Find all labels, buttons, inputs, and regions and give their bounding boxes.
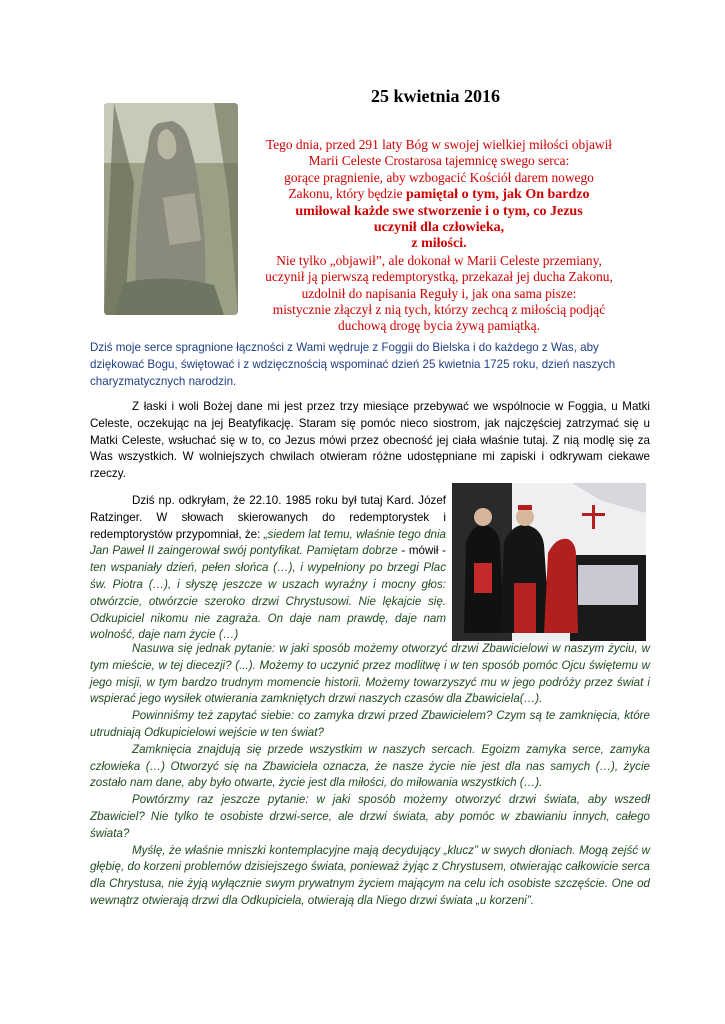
intro-line: z miłości. <box>411 236 467 252</box>
body-paragraph-2 <box>90 493 446 644</box>
paragraph2-lead: Dziś np. odkryłam, że 22.10. 1985 roku był tutaj Kard. Józef Ratzinger. W słowach skierowanych do redemptorystek i redemptorystów przypomniał, że: <box>90 494 446 541</box>
intro-line: gorące pragnienie, aby wzbogacić Kościół darem nowego <box>284 169 594 185</box>
quote-paragraph: Powinniśmy też zapytać siebie: co zamyka drzwi przed Zbawicielem? Czym są te zamknięcia, które utrudniają Odkupicielowi wejście w ten świat? <box>90 709 650 739</box>
statue-photo <box>104 103 238 315</box>
cardinals-photo <box>452 483 646 641</box>
quote-paragraph: Myślę, że właśnie mniszki kontemplacyjne mają decydujący „klucz” w swych dłoniach. Mogą zejść w głębię, do korzeni problemów dzisiejszego świata, ponieważ żyjąc z Chrystusem, otwierając całkowicie serca dla Chrystusa, nie żyją wyłącznie swym prywatnym życiem mającym na celu ich osobiste szczęście. One od wewnątrz otwierają drzwi dla Odkupiciela, otwierają dla Niego drzwi świata „u korzeni”. <box>90 843 650 907</box>
quotes-section <box>90 641 650 910</box>
intro-line: uczynił ją pierwszą redemptorystką, przekazał jej ducha Zakonu, <box>265 269 613 285</box>
ratzinger-quote-1: „siedem lat temu, właśnie tego dnia Jan Paweł II zaingerował swój pontyfikat. Pamiętam dobrze <box>90 527 446 558</box>
intro-line: duchową drogę bycia żywą pamiątką. <box>338 318 540 334</box>
intro-line: Nie tylko „objawił”, ale dokonał w Marii Celeste przemiany, <box>276 252 602 268</box>
intro-line: uzdolnił do napisania Reguły i, jak ona sama pisze: <box>301 285 577 301</box>
intro-line: mistycznie złączył z nią tych, którzy zechcą z miłością podjąć <box>272 302 606 318</box>
intro-line: uczynił dla człowieka, <box>373 220 505 236</box>
quote-paragraph: Zamknięcia znajdują się przede wszystkim w naszych sercach. Egoizm zamyka serce, zamyka człowieka (…) Otworzyć się na Zbawiciela oznacza, że nasze życie nie jest dla nas samych (…), życie zostało nam dane, aby było otwarte, życie jest dla miłości, do miłowania wszystkich (…). <box>90 742 650 790</box>
quote-paragraph: Nasuwa się jednak pytanie: w jaki sposób możemy otworzyć drzwi Zbawicielowi w naszym życiu, w tym mieście, w tej diecezji? (...). Możemy to uczynić przez modlitwę i w ten sposób pomóc Ojcu świętemu w jego misji, w tym bardzo trudnym momencie historii. Możemy towarzyszyć mu w jego podróży przez świat i wspierać jego wysiłek otwierania zamkniętych drzwi naszych czasów dla Zbawiciela(…). <box>90 642 650 706</box>
intro-line: Zakonu, który będzie pamiętał o tym, jak On bardzo <box>288 186 590 203</box>
blue-paragraph: Dziś moje serce spragnione łączności z Wami wędruje z Foggii do Bielska i do każdego z Was, aby dziękować Bogu, świętować i z wdzięcznością wspominać dzień 25 kwietnia 1725 roku, dzień naszych charyzmatycznych narodzin. <box>90 341 616 388</box>
body-paragraph-1: Z łaski i woli Bożej dane mi jest przez trzy miesiące przebywać we wspólnocie w Foggia, u Matki Celeste, oczekując na jej Beatyfikację. Staram się pomóc nieco siostrom, jak najczęściej zatrzymać się u Matki Celeste, wsłuchać się w to, co Jezus mówi przez obecność jej ciała właśnie tutaj. Z nią modlę się za Was wszystkich. W wolniejszych chwilach otwieram różne udostępniane mi zapiski i odkrywam ciekawe rzeczy. <box>90 400 650 481</box>
ratzinger-quote-2: ten wspaniały dzień, pełen słońca (…), i wypełniony po brzegi Plac św. Piotra (…), i słyszę jeszcze w uszach wyraźny i mocny głos: otwórzcie, otwórzcie szeroko drzwi Chrystusowi. Nie lękajcie się. Odkupiciel nikomu nie zagraża. On daje nam prawdę, daje nam wolność, daje nam życie (…) <box>90 561 446 642</box>
intro-red-text <box>243 137 635 335</box>
intro-line: Marii Celeste Crostarosa tajemnicę swego serca: <box>308 153 570 169</box>
page-date: 25 kwietnia 2016 <box>371 86 501 106</box>
quote-paragraph: Powtórzmy raz jeszcze pytanie: w jaki sposób możemy otworzyć drzwi świata, aby wszedł Zbawiciel? Nie tylko te osobiste drzwi-serce, ale drzwi świata, aby pomóc w zbawianiu innych, całego świata? <box>90 793 650 840</box>
intro-line: umiłował każde swe stworzenie i o tym, co Jezus <box>295 203 583 219</box>
paragraph2-mid: - mówił - <box>397 544 447 558</box>
intro-line: Tego dnia, przed 291 laty Bóg w swojej wielkiej miłości objawił <box>265 137 613 152</box>
